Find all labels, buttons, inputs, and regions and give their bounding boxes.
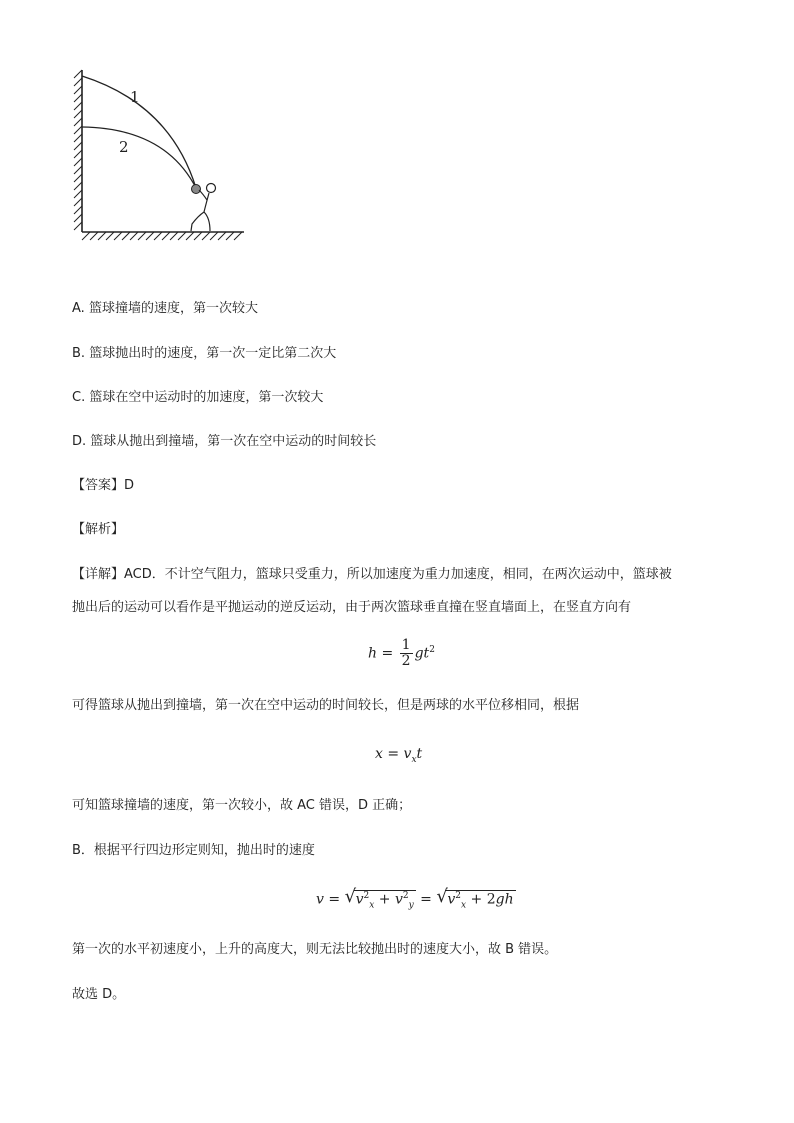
formula-symbol: x [375, 746, 383, 762]
option-b [72, 345, 336, 363]
formula-subscript: x [411, 754, 417, 765]
formula-symbol: gh [495, 891, 514, 908]
radical-icon: √ [436, 886, 448, 907]
formula-fraction [400, 638, 413, 669]
formula-symbol: t [416, 746, 423, 762]
detail-label: 【详解】 [72, 567, 125, 582]
formula-symbol: v [316, 891, 324, 908]
detail-line-3: 可得篮球从抛出到撞墙，第一次在空中运动的时间较长，但是两球的水平位移相同，根据 [72, 698, 580, 713]
detail-line-4: 可知篮球撞墙的速度，第一次较小，故 AC 错误，D 正确； [72, 798, 412, 813]
formula-symbol: v [355, 891, 364, 908]
option-a [72, 300, 258, 318]
formula-subscript: x [369, 900, 375, 911]
formula-height [368, 638, 435, 669]
formula-exponent: 2 [429, 644, 435, 655]
formula-plus: + [374, 891, 395, 908]
option-text: 篮球在空中运动时的加速度，第一次较大 [89, 390, 324, 405]
sqrt-expression-2 [436, 886, 515, 911]
formula-equals: = [415, 891, 437, 908]
trajectory-2 [82, 127, 196, 188]
formula-symbol: v [447, 891, 456, 908]
option-text: 篮球抛出时的速度，第一次一定比第二次大 [89, 346, 337, 361]
detail-line-6: 第一次的水平初速度小，上升的高度大，则无法比较抛出时的速度大小，故 B 错误。 [72, 942, 558, 957]
formula-equals: = [323, 891, 345, 908]
option-letter: C. [72, 390, 86, 405]
fraction-denominator: 2 [401, 653, 411, 669]
radical-icon: √ [344, 886, 357, 907]
option-text: 篮球撞墙的速度，第一次较大 [88, 301, 258, 316]
trajectory-2-label: 2 [119, 138, 129, 156]
formula-exponent: 2 [363, 891, 370, 901]
ground-hatching [82, 232, 242, 240]
option-text: 篮球从抛出到撞墙，第一次在空中运动的时间较长 [90, 434, 377, 449]
formula-displacement [375, 746, 422, 765]
formula-subscript: y [408, 900, 414, 911]
formula-equals: = [377, 645, 398, 662]
answer-label: 【答案】 [72, 478, 125, 493]
detail-line-7: 故选 D。 [72, 987, 126, 1002]
detail-text: ACD．不计空气阻力，篮球只受重力，所以加速度为重力加速度，相同，在两次运动中，篮球被 [124, 567, 672, 582]
formula-symbol: gt [414, 645, 430, 662]
option-letter: B. [72, 346, 86, 361]
sqrt-expression-1 [344, 886, 416, 911]
formula-symbol: v [394, 891, 403, 908]
formula-exponent: 2 [455, 891, 461, 901]
ball-icon [192, 185, 201, 194]
wall-hatching [74, 70, 82, 230]
formula-symbol: h [368, 645, 378, 662]
analysis-label: 【解析】 [72, 522, 125, 537]
fraction-numerator: 1 [401, 637, 411, 653]
trajectory-diagram [70, 66, 250, 242]
trajectory-1-label: 1 [130, 88, 140, 106]
answer-line [72, 477, 134, 495]
trajectory-figure [70, 66, 250, 242]
formula-exponent: 2 [402, 891, 409, 901]
detail-line-2: 抛出后的运动可以看作是平抛运动的逆反运动，由于两次篮球垂直撞在竖直墙面上，在竖直方向有 [72, 600, 632, 615]
formula-symbol: v [403, 746, 412, 762]
answer-value: D [124, 478, 135, 493]
option-c [72, 389, 323, 407]
formula-subscript: x [460, 900, 467, 911]
formula-equals: = [382, 746, 404, 762]
formula-plus: + 2 [466, 891, 496, 908]
option-letter: A. [72, 301, 85, 316]
option-d [72, 433, 376, 451]
detail-line-1 [72, 566, 672, 584]
formula-velocity [316, 886, 516, 911]
detail-line-5: B．根据平行四边形定则知，抛出时的速度 [72, 843, 315, 858]
option-letter: D. [72, 434, 87, 449]
